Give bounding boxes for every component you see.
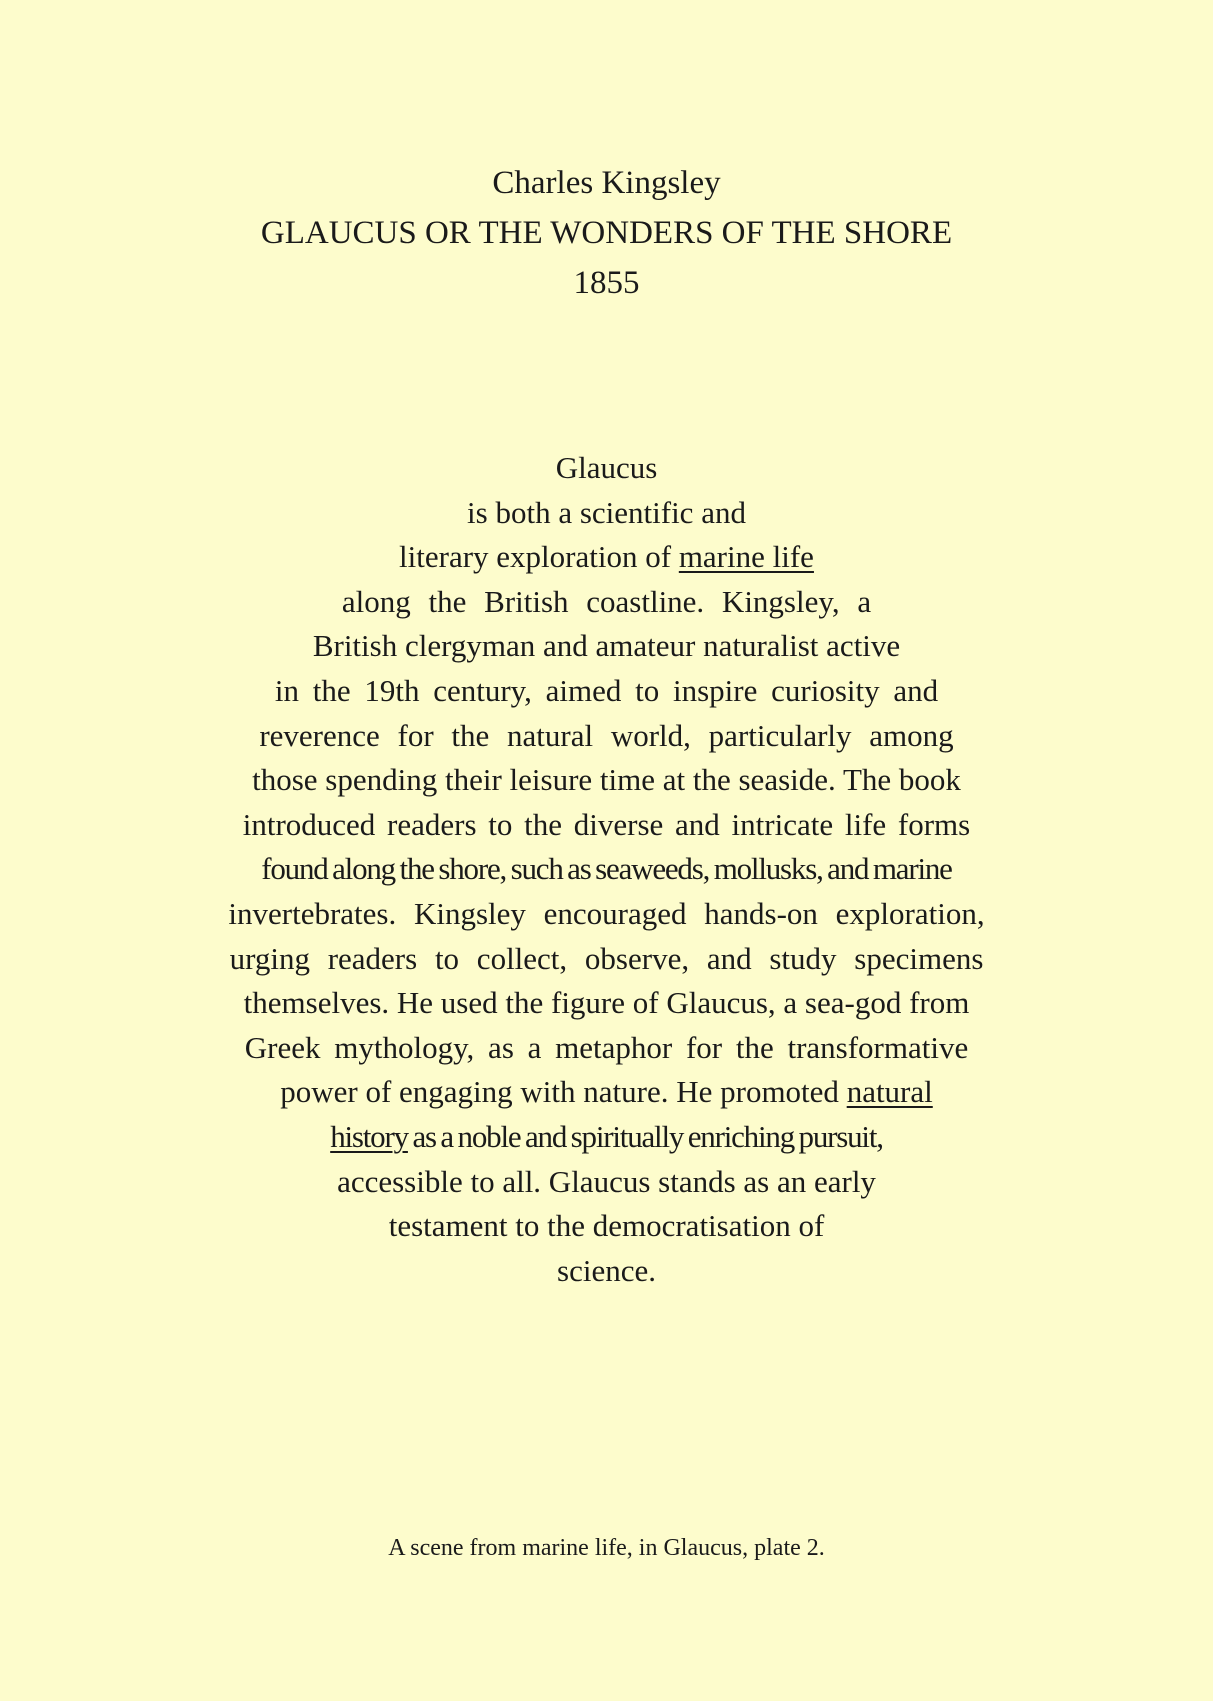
paragraph-text: power of engaging with nature. He promoted	[280, 1074, 847, 1110]
paragraph-line: is both a scientific and	[467, 494, 746, 530]
author-name: Charles Kingsley	[492, 165, 721, 201]
paragraph-line: Greek mythology, as a metaphor for the transformative	[244, 1029, 969, 1065]
plate-caption: A scene from marine life, in Glaucus, plate 2.	[388, 1535, 825, 1561]
paragraph-line	[0, 1070, 1213, 1115]
marine-life-link[interactable]: marine life	[678, 539, 814, 575]
paragraph-line: invertebrates. Kingsley encouraged hands-on exploration,	[228, 895, 985, 931]
publication-year: 1855	[573, 265, 640, 301]
paragraph-line: reverence for the natural world, particularly among	[259, 717, 954, 753]
title-block	[0, 158, 1213, 308]
paragraph-line: those spending their leisure time at the seaside. The book	[252, 762, 961, 798]
natural-history-link-part2[interactable]: history	[330, 1118, 408, 1154]
paragraph-line: testament to the democratisation of	[388, 1208, 825, 1244]
paragraph-text: literary exploration of	[399, 539, 679, 575]
paragraph-line: science.	[557, 1252, 656, 1288]
paragraph-line: along the British coastline. Kingsley, a	[341, 583, 872, 619]
paragraph-line	[0, 535, 1213, 580]
paragraph-line	[0, 1115, 1213, 1160]
paragraph-line: accessible to all. Glaucus stands as an early	[337, 1163, 876, 1199]
paragraph-line: British clergyman and amateur naturalist active	[312, 628, 901, 664]
natural-history-link-part1[interactable]: natural	[846, 1074, 933, 1110]
paragraph-text: as a noble and spiritually enriching pursuit,	[407, 1118, 883, 1154]
description-paragraph	[0, 446, 1213, 1293]
paragraph-line: introduced readers to the diverse and intricate life forms	[242, 806, 971, 842]
paragraph-line: Glaucus	[555, 450, 658, 485]
paragraph-line: found along the shore, such as seaweeds, mollusks, and marine	[261, 851, 952, 887]
paragraph-line: themselves. He used the figure of Glaucus, a sea-god from	[243, 985, 970, 1021]
paragraph-line: urging readers to collect, observe, and study specimens	[229, 940, 984, 976]
paragraph-line: in the 19th century, aimed to inspire curiosity and	[274, 672, 939, 708]
book-title: GLAUCUS OR THE WONDERS OF THE SHORE	[260, 215, 953, 251]
